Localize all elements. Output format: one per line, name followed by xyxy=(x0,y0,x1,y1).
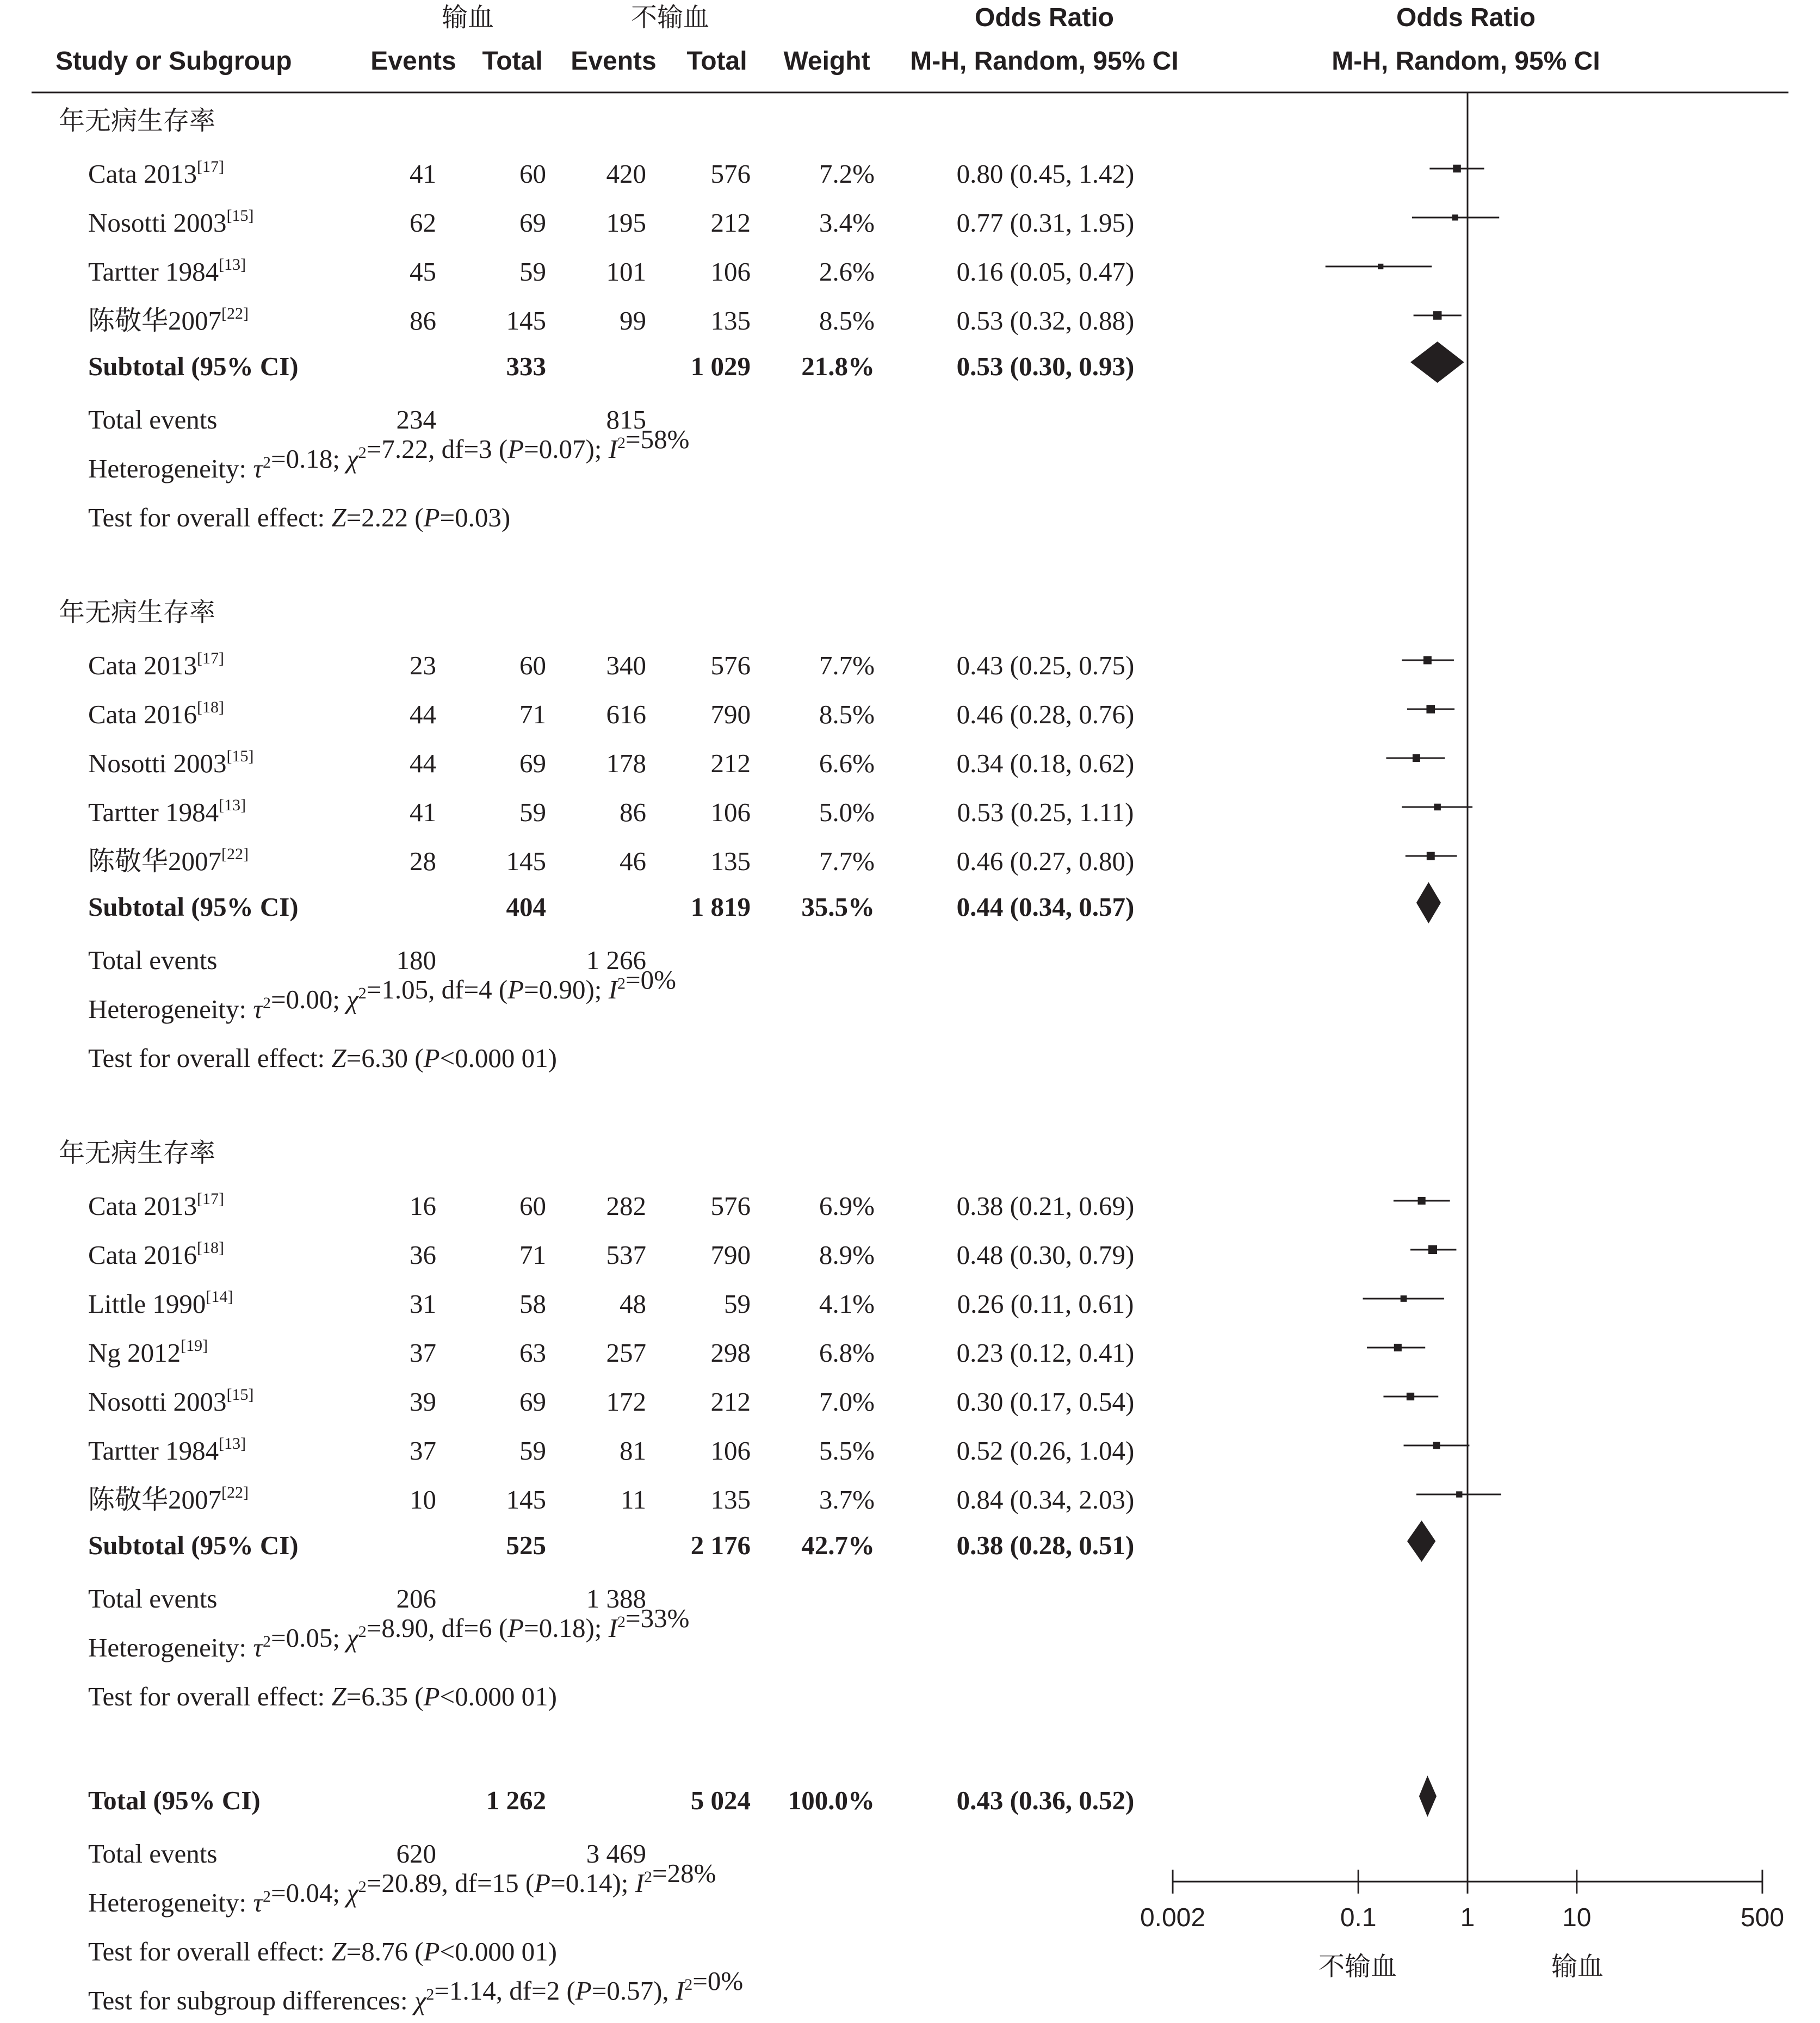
favours-left-label: 不输血 xyxy=(1318,1951,1397,1982)
exp-total: 145 xyxy=(506,846,546,876)
subtotal-or-ci: 0.38 (0.28, 0.51) xyxy=(956,1530,1135,1560)
study-name: Cata 2016[18] xyxy=(88,1239,225,1270)
ctrl-total: 106 xyxy=(710,797,751,827)
total-events-label: Total events xyxy=(88,405,218,435)
or-ci-value: 0.46 (0.27, 0.80) xyxy=(956,846,1135,876)
ctrl-total: 106 xyxy=(710,1436,751,1466)
exp-total: 60 xyxy=(519,650,546,680)
exp-events: 23 xyxy=(410,650,436,680)
ctrl-events: 99 xyxy=(620,306,646,336)
group-exp-header: 输血 xyxy=(441,2,494,33)
study-point xyxy=(1456,1491,1462,1497)
study-point xyxy=(1434,804,1441,811)
study-point xyxy=(1452,214,1458,220)
ctrl-events: 420 xyxy=(606,159,646,189)
ctrl-total: 212 xyxy=(710,208,751,238)
study-point xyxy=(1418,1197,1426,1205)
total-events-exp: 180 xyxy=(396,945,436,975)
exp-events: 41 xyxy=(410,797,436,827)
study-name: Cata 2013[17] xyxy=(88,1190,225,1221)
study-name: 陈敬华2007[22] xyxy=(88,1484,249,1515)
total-events-ctrl: 3 469 xyxy=(586,1839,646,1869)
ctrl-total: 298 xyxy=(710,1338,751,1368)
subtotal-ctrl-total: 1 819 xyxy=(690,892,751,922)
weight-value: 5.5% xyxy=(819,1436,875,1466)
exp-events: 37 xyxy=(410,1436,436,1466)
ctrl-total: 212 xyxy=(710,1387,751,1417)
subtotal-ctrl-total: 2 176 xyxy=(690,1530,751,1560)
total-events-label: Total events xyxy=(88,1839,218,1869)
x-axis-ticks xyxy=(1140,1870,1784,1932)
weight-value: 7.2% xyxy=(819,159,875,189)
group-ctrl-header: 不输血 xyxy=(630,2,710,33)
subtotal-or-ci: 0.44 (0.34, 0.57) xyxy=(956,892,1135,922)
study-name: Cata 2013[17] xyxy=(88,158,225,189)
x-tick-label: 10 xyxy=(1562,1903,1592,1932)
exp-total: 59 xyxy=(519,797,546,827)
study-name: Nosotti 2003[15] xyxy=(88,1386,254,1417)
or-title-header: Odds Ratio xyxy=(974,3,1115,32)
total-events-ctrl: 1 266 xyxy=(586,945,646,975)
study-name: Nosotti 2003[15] xyxy=(88,747,254,778)
study-point xyxy=(1428,1245,1437,1254)
ctrl-events: 195 xyxy=(606,208,646,238)
ctrl-total: 576 xyxy=(710,1191,751,1221)
subtotal-or-ci: 0.53 (0.30, 0.93) xyxy=(956,351,1135,381)
total-events-label: Total events xyxy=(88,945,218,975)
exp-total: 71 xyxy=(519,699,546,729)
study-name: 陈敬华2007[22] xyxy=(88,845,249,876)
weight-value: 7.0% xyxy=(819,1387,875,1417)
or-ci-value: 0.30 (0.17, 0.54) xyxy=(956,1387,1135,1417)
heterogeneity-text: Heterogeneity: $\tau^2=0.00$; $\chi^2=1.05$, df=4 (P=0.90); $I^2=0\%$ xyxy=(88,965,676,1024)
or-ci-value: 0.52 (0.26, 1.04) xyxy=(956,1436,1135,1466)
exp-total: 145 xyxy=(506,306,546,336)
exp-events: 41 xyxy=(410,159,436,189)
overall-effect-text: Test for overall effect: Z=2.22 (P=0.03) xyxy=(88,502,511,532)
x-axis xyxy=(1140,92,1784,1982)
weight-header: Weight xyxy=(783,47,870,76)
x-tick-label: 1 xyxy=(1460,1903,1475,1932)
exp-events: 31 xyxy=(410,1289,436,1319)
exp-total-header: Total xyxy=(482,47,543,76)
study-name: 陈敬华2007[22] xyxy=(88,305,249,336)
ctrl-events: 282 xyxy=(606,1191,646,1221)
x-tick-label: 0.002 xyxy=(1140,1903,1206,1932)
exp-total: 145 xyxy=(506,1485,546,1515)
weight-value: 8.5% xyxy=(819,699,875,729)
ctrl-total: 135 xyxy=(710,846,751,876)
ctrl-events: 537 xyxy=(606,1240,646,1270)
exp-events: 36 xyxy=(410,1240,436,1270)
study-point xyxy=(1433,311,1442,320)
subtotal-weight: 35.5% xyxy=(801,892,875,922)
subtotal-diamond xyxy=(1416,882,1441,923)
ctrl-total-header: Total xyxy=(686,47,747,76)
or-ci-value: 0.80 (0.45, 1.42) xyxy=(956,159,1135,189)
ctrl-events: 81 xyxy=(620,1436,646,1466)
weight-value: 6.8% xyxy=(819,1338,875,1368)
exp-total: 60 xyxy=(519,159,546,189)
ctrl-events-header: Events xyxy=(571,47,657,76)
total-events-exp: 206 xyxy=(396,1584,436,1614)
exp-events-header: Events xyxy=(370,47,456,76)
total-events-ctrl: 1 388 xyxy=(586,1584,646,1614)
weight-value: 3.4% xyxy=(819,208,875,238)
ctrl-total: 59 xyxy=(724,1289,751,1319)
study-point xyxy=(1453,165,1460,172)
exp-events: 45 xyxy=(410,257,436,287)
ctrl-events: 101 xyxy=(606,257,646,287)
exp-total: 71 xyxy=(519,1240,546,1270)
total-exp-total: 1 262 xyxy=(486,1785,546,1815)
exp-events: 86 xyxy=(410,306,436,336)
table-rows xyxy=(59,106,1134,2015)
ctrl-events: 86 xyxy=(620,797,646,827)
ctrl-total: 790 xyxy=(710,699,751,729)
total-events-exp: 234 xyxy=(396,405,436,435)
or-ci-value: 0.53 (0.25, 1.11) xyxy=(957,797,1134,827)
exp-total: 63 xyxy=(519,1338,546,1368)
study-point xyxy=(1394,1344,1402,1351)
heterogeneity-text: Heterogeneity: $\tau^2=0.04$; $\chi^2=20.89$, df=15 (P=0.14); $I^2=28\%$ xyxy=(88,1858,716,1917)
ctrl-events: 46 xyxy=(620,846,646,876)
exp-total: 69 xyxy=(519,208,546,238)
favours-right-label: 输血 xyxy=(1551,1951,1604,1982)
subtotal-diamond xyxy=(1407,1521,1435,1562)
or-ci-value: 0.38 (0.21, 0.69) xyxy=(956,1191,1135,1221)
subgroup-label: 年无病生存率 xyxy=(59,106,216,136)
total-or-ci: 0.43 (0.36, 0.52) xyxy=(956,1785,1135,1815)
weight-value: 7.7% xyxy=(819,846,875,876)
study-name: Ng 2012[19] xyxy=(88,1337,208,1368)
subtotal-ctrl-total: 1 029 xyxy=(690,351,751,381)
ctrl-events: 172 xyxy=(606,1387,646,1417)
exp-events: 44 xyxy=(410,699,436,729)
subtotal-exp-total: 404 xyxy=(506,892,546,922)
exp-events: 16 xyxy=(410,1191,436,1221)
overall-effect-text: Test for overall effect: Z=6.35 (P<0.000 01) xyxy=(88,1681,557,1711)
subtotal-diamond xyxy=(1410,342,1464,383)
ctrl-total: 576 xyxy=(710,159,751,189)
subgroup-difference-text: Test for subgroup differences: $\chi^2=1.14$, df=2 (P=0.57), $I^2=0\%$ xyxy=(88,1966,744,2015)
or-ci-value: 0.77 (0.31, 1.95) xyxy=(956,208,1135,238)
or-ci-value: 0.43 (0.25, 0.75) xyxy=(956,650,1135,680)
study-point xyxy=(1407,1393,1414,1400)
weight-value: 2.6% xyxy=(819,257,875,287)
ctrl-total: 135 xyxy=(710,1485,751,1515)
study-point xyxy=(1401,1295,1407,1302)
subtotal-label: Subtotal (95% CI) xyxy=(88,351,299,381)
or-method-header: M-H, Random, 95% CI xyxy=(910,47,1179,76)
or-ci-value: 0.34 (0.18, 0.62) xyxy=(956,748,1135,778)
ctrl-events: 11 xyxy=(620,1485,646,1515)
overall-effect-text: Test for overall effect: Z=8.76 (P<0.000 01) xyxy=(88,1937,557,1966)
subtotal-exp-total: 525 xyxy=(506,1530,546,1560)
total-events-label: Total events xyxy=(88,1584,218,1614)
exp-total: 59 xyxy=(519,1436,546,1466)
exp-events: 62 xyxy=(410,208,436,238)
subgroup-label: 年无病生存率 xyxy=(59,1138,216,1168)
ctrl-events: 48 xyxy=(620,1289,646,1319)
total-diamond xyxy=(1419,1776,1437,1817)
or-ci-value: 0.53 (0.32, 0.88) xyxy=(956,306,1135,336)
exp-events: 44 xyxy=(410,748,436,778)
ctrl-total: 576 xyxy=(710,650,751,680)
weight-value: 8.5% xyxy=(819,306,875,336)
or-ci-value: 0.48 (0.30, 0.79) xyxy=(956,1240,1135,1270)
heterogeneity-text: Heterogeneity: $\tau^2=0.05$; $\chi^2=8.90$, df=6 (P=0.18); $I^2=33\%$ xyxy=(88,1603,690,1662)
ctrl-total: 135 xyxy=(710,306,751,336)
total-label: Total (95% CI) xyxy=(88,1785,261,1815)
ctrl-total: 790 xyxy=(710,1240,751,1270)
study-name: Tartter 1984[13] xyxy=(88,1435,246,1466)
ctrl-total: 212 xyxy=(710,748,751,778)
plot-method-header: M-H, Random, 95% CI xyxy=(1332,47,1600,76)
ctrl-events: 340 xyxy=(606,650,646,680)
study-point xyxy=(1426,705,1435,713)
study-name: Little 1990[14] xyxy=(88,1288,233,1319)
subtotal-label: Subtotal (95% CI) xyxy=(88,1530,299,1560)
weight-value: 5.0% xyxy=(819,797,875,827)
subtotal-weight: 42.7% xyxy=(801,1530,875,1560)
heterogeneity-text: Heterogeneity: $\tau^2=0.18$; $\chi^2=7.22$, df=3 (P=0.07); $I^2=58\%$ xyxy=(88,424,690,483)
study-point xyxy=(1423,656,1432,665)
or-ci-value: 0.23 (0.12, 0.41) xyxy=(956,1338,1135,1368)
study-point xyxy=(1433,1442,1440,1449)
study-name: Nosotti 2003[15] xyxy=(88,207,254,238)
total-events-exp: 620 xyxy=(396,1839,436,1869)
or-ci-value: 0.16 (0.05, 0.47) xyxy=(956,257,1135,287)
ctrl-events: 257 xyxy=(606,1338,646,1368)
table-header xyxy=(55,2,1600,76)
study-name: Tartter 1984[13] xyxy=(88,256,246,287)
weight-value: 6.9% xyxy=(819,1191,875,1221)
study-point xyxy=(1378,264,1383,269)
subtotal-exp-total: 333 xyxy=(506,351,546,381)
study-name: Cata 2013[17] xyxy=(88,649,225,680)
exp-total: 69 xyxy=(519,748,546,778)
ctrl-total: 106 xyxy=(710,257,751,287)
subtotal-weight: 21.8% xyxy=(801,351,875,381)
exp-events: 28 xyxy=(410,846,436,876)
weight-value: 3.7% xyxy=(819,1485,875,1515)
study-point xyxy=(1427,852,1435,860)
weight-value: 4.1% xyxy=(819,1289,875,1319)
study-name: Tartter 1984[13] xyxy=(88,796,246,827)
exp-total: 59 xyxy=(519,257,546,287)
weight-value: 7.7% xyxy=(819,650,875,680)
total-weight: 100.0% xyxy=(788,1785,875,1815)
or-ci-value: 0.84 (0.34, 2.03) xyxy=(956,1485,1135,1515)
weight-value: 6.6% xyxy=(819,748,875,778)
exp-total: 69 xyxy=(519,1387,546,1417)
or-ci-value: 0.26 (0.11, 0.61) xyxy=(957,1289,1134,1319)
total-ctrl-total: 5 024 xyxy=(690,1785,751,1815)
or-ci-value: 0.46 (0.28, 0.76) xyxy=(956,699,1135,729)
ctrl-events: 616 xyxy=(606,699,646,729)
plot-title-header: Odds Ratio xyxy=(1396,3,1536,32)
study-point xyxy=(1413,754,1420,762)
exp-total: 58 xyxy=(519,1289,546,1319)
study-name: Cata 2016[18] xyxy=(88,698,225,729)
subtotal-label: Subtotal (95% CI) xyxy=(88,892,299,922)
exp-events: 10 xyxy=(410,1485,436,1515)
total-events-ctrl: 815 xyxy=(606,405,646,435)
x-tick-label: 0.1 xyxy=(1340,1903,1377,1932)
subgroup-label: 年无病生存率 xyxy=(59,597,216,628)
exp-events: 37 xyxy=(410,1338,436,1368)
exp-events: 39 xyxy=(410,1387,436,1417)
plot-marks xyxy=(1326,165,1501,1817)
ctrl-events: 178 xyxy=(606,748,646,778)
study-column-header: Study or Subgroup xyxy=(55,47,292,76)
weight-value: 8.9% xyxy=(819,1240,875,1270)
exp-total: 60 xyxy=(519,1191,546,1221)
overall-effect-text: Test for overall effect: Z=6.30 (P<0.000 01) xyxy=(88,1043,557,1073)
x-tick-label: 500 xyxy=(1740,1903,1785,1932)
